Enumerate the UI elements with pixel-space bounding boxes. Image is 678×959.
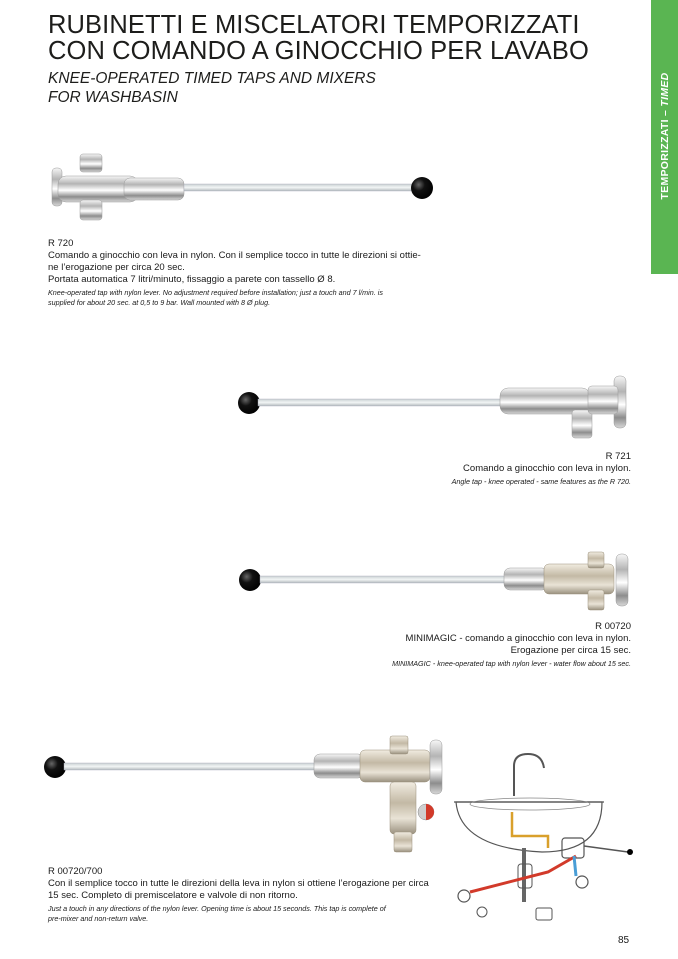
product-description-line: Con il semplice tocco in tutte le direzioni della leva in nylon si ottiene l’erogazione per circa [48,878,429,889]
section-side-tab [651,0,678,274]
product-description-line: ne l’erogazione per circa 20 sec. [48,262,185,273]
product-description-line: Erogazione per circa 15 sec. [510,645,631,656]
product-description-line: Comando a ginocchio con leva in nylon. Con il semplice tocco in tutte le direzioni si ottie- [48,250,421,261]
title-line-2: CON COMANDO A GINOCCHIO PER LAVABO [48,37,589,65]
product-description-line: MINIMAGIC - comando a ginocchio con leva in nylon. [405,633,631,644]
product-description-line: 15 sec. Completo di premiscelatore e valvole di non ritorno. [48,890,298,901]
page-number: 85 [618,935,630,946]
product-code: R 00720/700 [48,866,103,877]
side-tab-label: TEMPORIZZATI – TIMED [658,72,671,200]
product-description-en-line: pre-mixer and non-return valve. [48,913,149,923]
product-r721 [380,451,631,487]
r721-tap-image [236,374,636,444]
product-description-en [48,288,444,307]
subtitle-line-1: KNEE-OPERATED TIMED TAPS AND MIXERS [48,70,376,87]
page-subtitle [48,69,468,107]
product-description-en: Angle tap - knee operated - same features as the R 720. [451,477,631,486]
product-description-line: Comando a ginocchio con leva in nylon. [463,463,631,474]
side-tab-label-en: TIMED [658,72,671,107]
product-r00720 [340,621,631,669]
subtitle-line-2: FOR WASHBASIN [48,89,178,106]
product-description-en-line: supplied for about 20 sec. at 0,5 to 9 bar. Wall mounted with 8 Ø plug. [48,297,271,307]
product-code: R 00720 [595,621,631,632]
r720-tap-image [44,148,444,228]
title-line-1: RUBINETTI E MISCELATORI TEMPORIZZATI [48,11,580,39]
product-description-en-line: Just a touch in any directions of the nylon lever. Opening time is about 15 seconds. This tap is complete of [48,904,386,913]
product-description-en [48,904,440,923]
r00720-700-tap-image [42,736,442,856]
product-description-line: Portata automatica 7 litri/minuto, fissaggio a parete con tassello Ø 8. [48,274,336,285]
product-r00720-700 [48,866,440,923]
product-description-en-line: Knee-operated tap with nylon lever. No adjustment required before installation; just a touch and 7 l/min. is [48,288,383,297]
product-description-en: MINIMAGIC - knee-operated tap with nylon lever - water flow about 15 sec. [392,659,631,668]
page-title [48,12,638,64]
installation-diagram [452,752,642,928]
product-code: R 721 [605,451,631,462]
product-r720 [48,238,444,307]
r00720-tap-image [236,550,636,614]
product-code: R 720 [48,238,74,249]
